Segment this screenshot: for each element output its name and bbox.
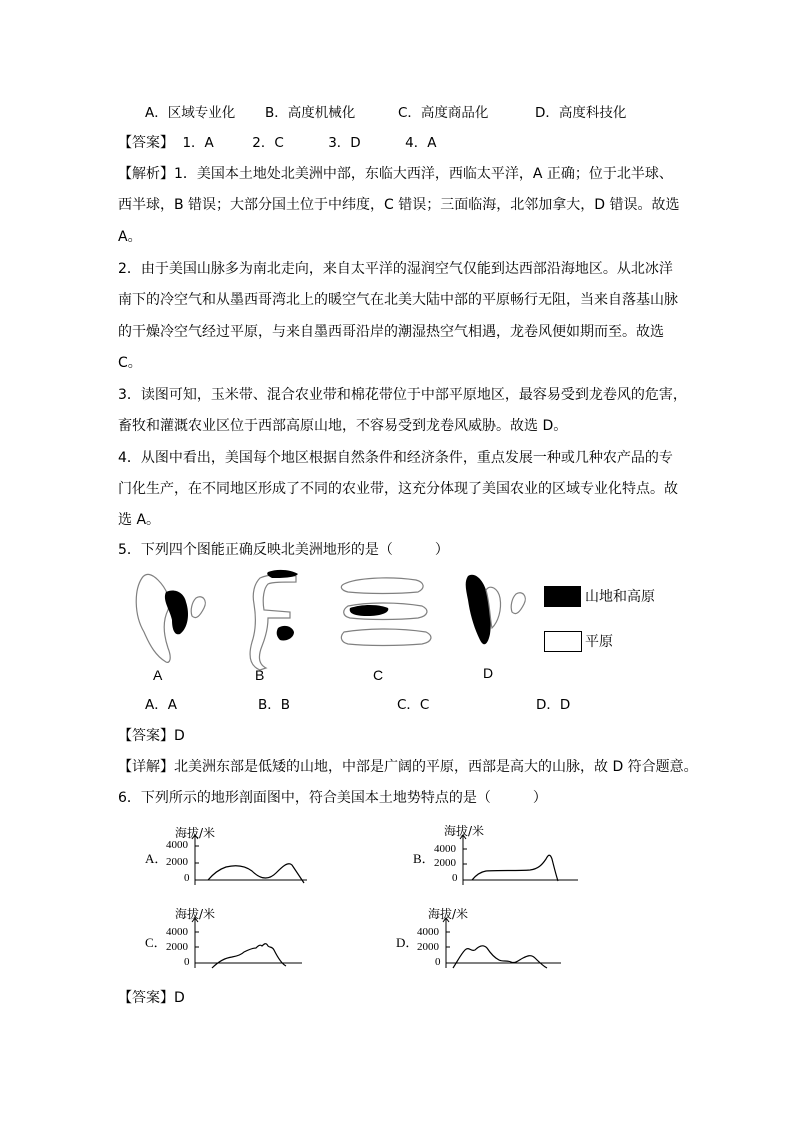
q6-answer xyxy=(118,988,185,1008)
explanation-line: 3．读图可知，玉米带、混合农业带和棉花带位于中部平原地区，最容易受到龙卷风的危害， xyxy=(118,387,687,403)
profile-d-curve xyxy=(453,946,547,968)
detail-text: 北美洲东部是低矮的山地，中部是广阔的平原，西部是高大的山脉，故 D 符合题意。 xyxy=(174,759,698,775)
q5-question: 5．下列四个图能正确反映北美洲地形的是（ ） xyxy=(118,542,449,558)
q5-option-c: C．C xyxy=(397,697,430,713)
explanation-tag: 【解析】 xyxy=(118,166,174,182)
q6-question: 6．下列所示的地形剖面图中，符合美国本土地势特点的是（ ） xyxy=(118,790,547,806)
explanation-line: 门化生产，在不同地区形成了不同的农业带，这充分体现了美国农业的区域专业化特点。故 xyxy=(118,481,678,497)
q5-detail xyxy=(118,757,698,777)
answer-item-1: 1．A xyxy=(182,135,214,151)
answer-item-2: 2．C xyxy=(252,135,284,151)
profile-d-label: D． xyxy=(396,935,419,950)
profile-a-label: A． xyxy=(145,851,168,866)
q5-option-d: D．D xyxy=(536,697,571,713)
profile-c-curve xyxy=(212,944,286,968)
explanation-line-1 xyxy=(118,164,673,184)
q5-option-a: A．A xyxy=(145,697,177,713)
map-label-b: B xyxy=(255,667,265,683)
answer-item-4: 4．A xyxy=(405,135,437,151)
profile-b-tick-0: 0 xyxy=(452,872,458,884)
profile-b-tick-4000: 4000 xyxy=(434,843,456,855)
profile-d-tick-2000: 2000 xyxy=(417,941,439,953)
explanation-line: 选 A。 xyxy=(118,512,161,528)
q5-option-b: B．B xyxy=(258,697,291,713)
profile-c-chart xyxy=(190,918,310,973)
profile-b-chart xyxy=(458,835,583,890)
map-c xyxy=(338,570,438,660)
map-b xyxy=(238,570,318,670)
q4-option-d: D．高度科技化 xyxy=(535,105,627,121)
legend-plain-label: 平原 xyxy=(585,633,613,649)
q4-option-a: A．区域专业化 xyxy=(145,105,236,121)
explanation-line: A。 xyxy=(118,229,142,245)
answer-line-1 xyxy=(118,133,436,153)
profile-d-title: 海拔/米 xyxy=(428,907,469,921)
profile-c-label: C． xyxy=(145,935,167,950)
q4-option-b: B．高度机械化 xyxy=(265,105,356,121)
profile-b-label: B． xyxy=(413,851,435,866)
profile-b-tick-2000: 2000 xyxy=(434,857,456,869)
profile-a-tick-4000: 4000 xyxy=(166,839,188,851)
profile-b-curve xyxy=(472,855,558,881)
profile-b-title: 海拔/米 xyxy=(444,824,485,838)
legend-mountain-label: 山地和高原 xyxy=(585,588,655,604)
profile-c-tick-4000: 4000 xyxy=(166,926,188,938)
explanation-line: 的干燥冷空气经过平原，与来自墨西哥沿岸的潮湿热空气相遇，龙卷风便如期而至。故选 xyxy=(118,324,664,340)
explanation-line: 4．从图中看出，美国每个地区根据自然条件和经济条件，重点发展一种或几种农产品的专 xyxy=(118,450,673,466)
answer-tag: 【答案】 xyxy=(118,728,174,744)
profile-d-chart xyxy=(441,918,566,973)
answer-tag: 【答案】 xyxy=(118,135,174,151)
explanation-text: 1．美国本土地处北美洲中部，东临大西洋，西临太平洋，A 正确；位于北半球、 xyxy=(174,166,673,182)
profile-a-chart xyxy=(190,835,310,890)
profile-a-tick-0: 0 xyxy=(184,872,190,884)
map-a xyxy=(128,570,218,670)
map-label-d: D xyxy=(483,665,494,681)
map-d xyxy=(460,570,540,670)
answer-item-3: 3．D xyxy=(328,135,361,151)
explanation-line: 2．由于美国山脉多为南北走向，来自太平洋的湿润空气仅能到达西部沿海地区。从北冰洋 xyxy=(118,261,673,277)
explanation-line: 畜牧和灌溉农业区位于西部高原山地，不容易受到龙卷风威胁。故选 D。 xyxy=(118,418,568,434)
profile-d-tick-4000: 4000 xyxy=(417,926,439,938)
explanation-line: 西半球，B 错误；大部分国土位于中纬度，C 错误；三面临海，北邻加拿大，D 错误。故选 xyxy=(118,197,680,213)
profile-d-tick-0: 0 xyxy=(435,956,441,968)
explanation-line: C。 xyxy=(118,355,142,371)
map-label-a: A xyxy=(153,667,163,683)
answer-value: D xyxy=(174,990,185,1006)
q4-option-c: C．高度商品化 xyxy=(398,105,489,121)
profile-a-title: 海拔/米 xyxy=(175,826,216,840)
profile-c-tick-0: 0 xyxy=(184,956,190,968)
q5-answer xyxy=(118,726,185,746)
detail-tag: 【详解】 xyxy=(118,759,174,775)
profile-c-title: 海拔/米 xyxy=(175,907,216,921)
explanation-line: 南下的冷空气和从墨西哥湾北上的暖空气在北美大陆中部的平原畅行无阻，当来自落基山脉 xyxy=(118,292,678,308)
answer-value: D xyxy=(174,728,185,744)
answer-tag: 【答案】 xyxy=(118,990,174,1006)
legend-plain-swatch xyxy=(544,631,582,652)
profile-a-tick-2000: 2000 xyxy=(166,856,188,868)
profile-c-tick-2000: 2000 xyxy=(166,941,188,953)
map-label-c: C xyxy=(373,667,384,683)
legend-mountain-swatch xyxy=(544,586,581,607)
